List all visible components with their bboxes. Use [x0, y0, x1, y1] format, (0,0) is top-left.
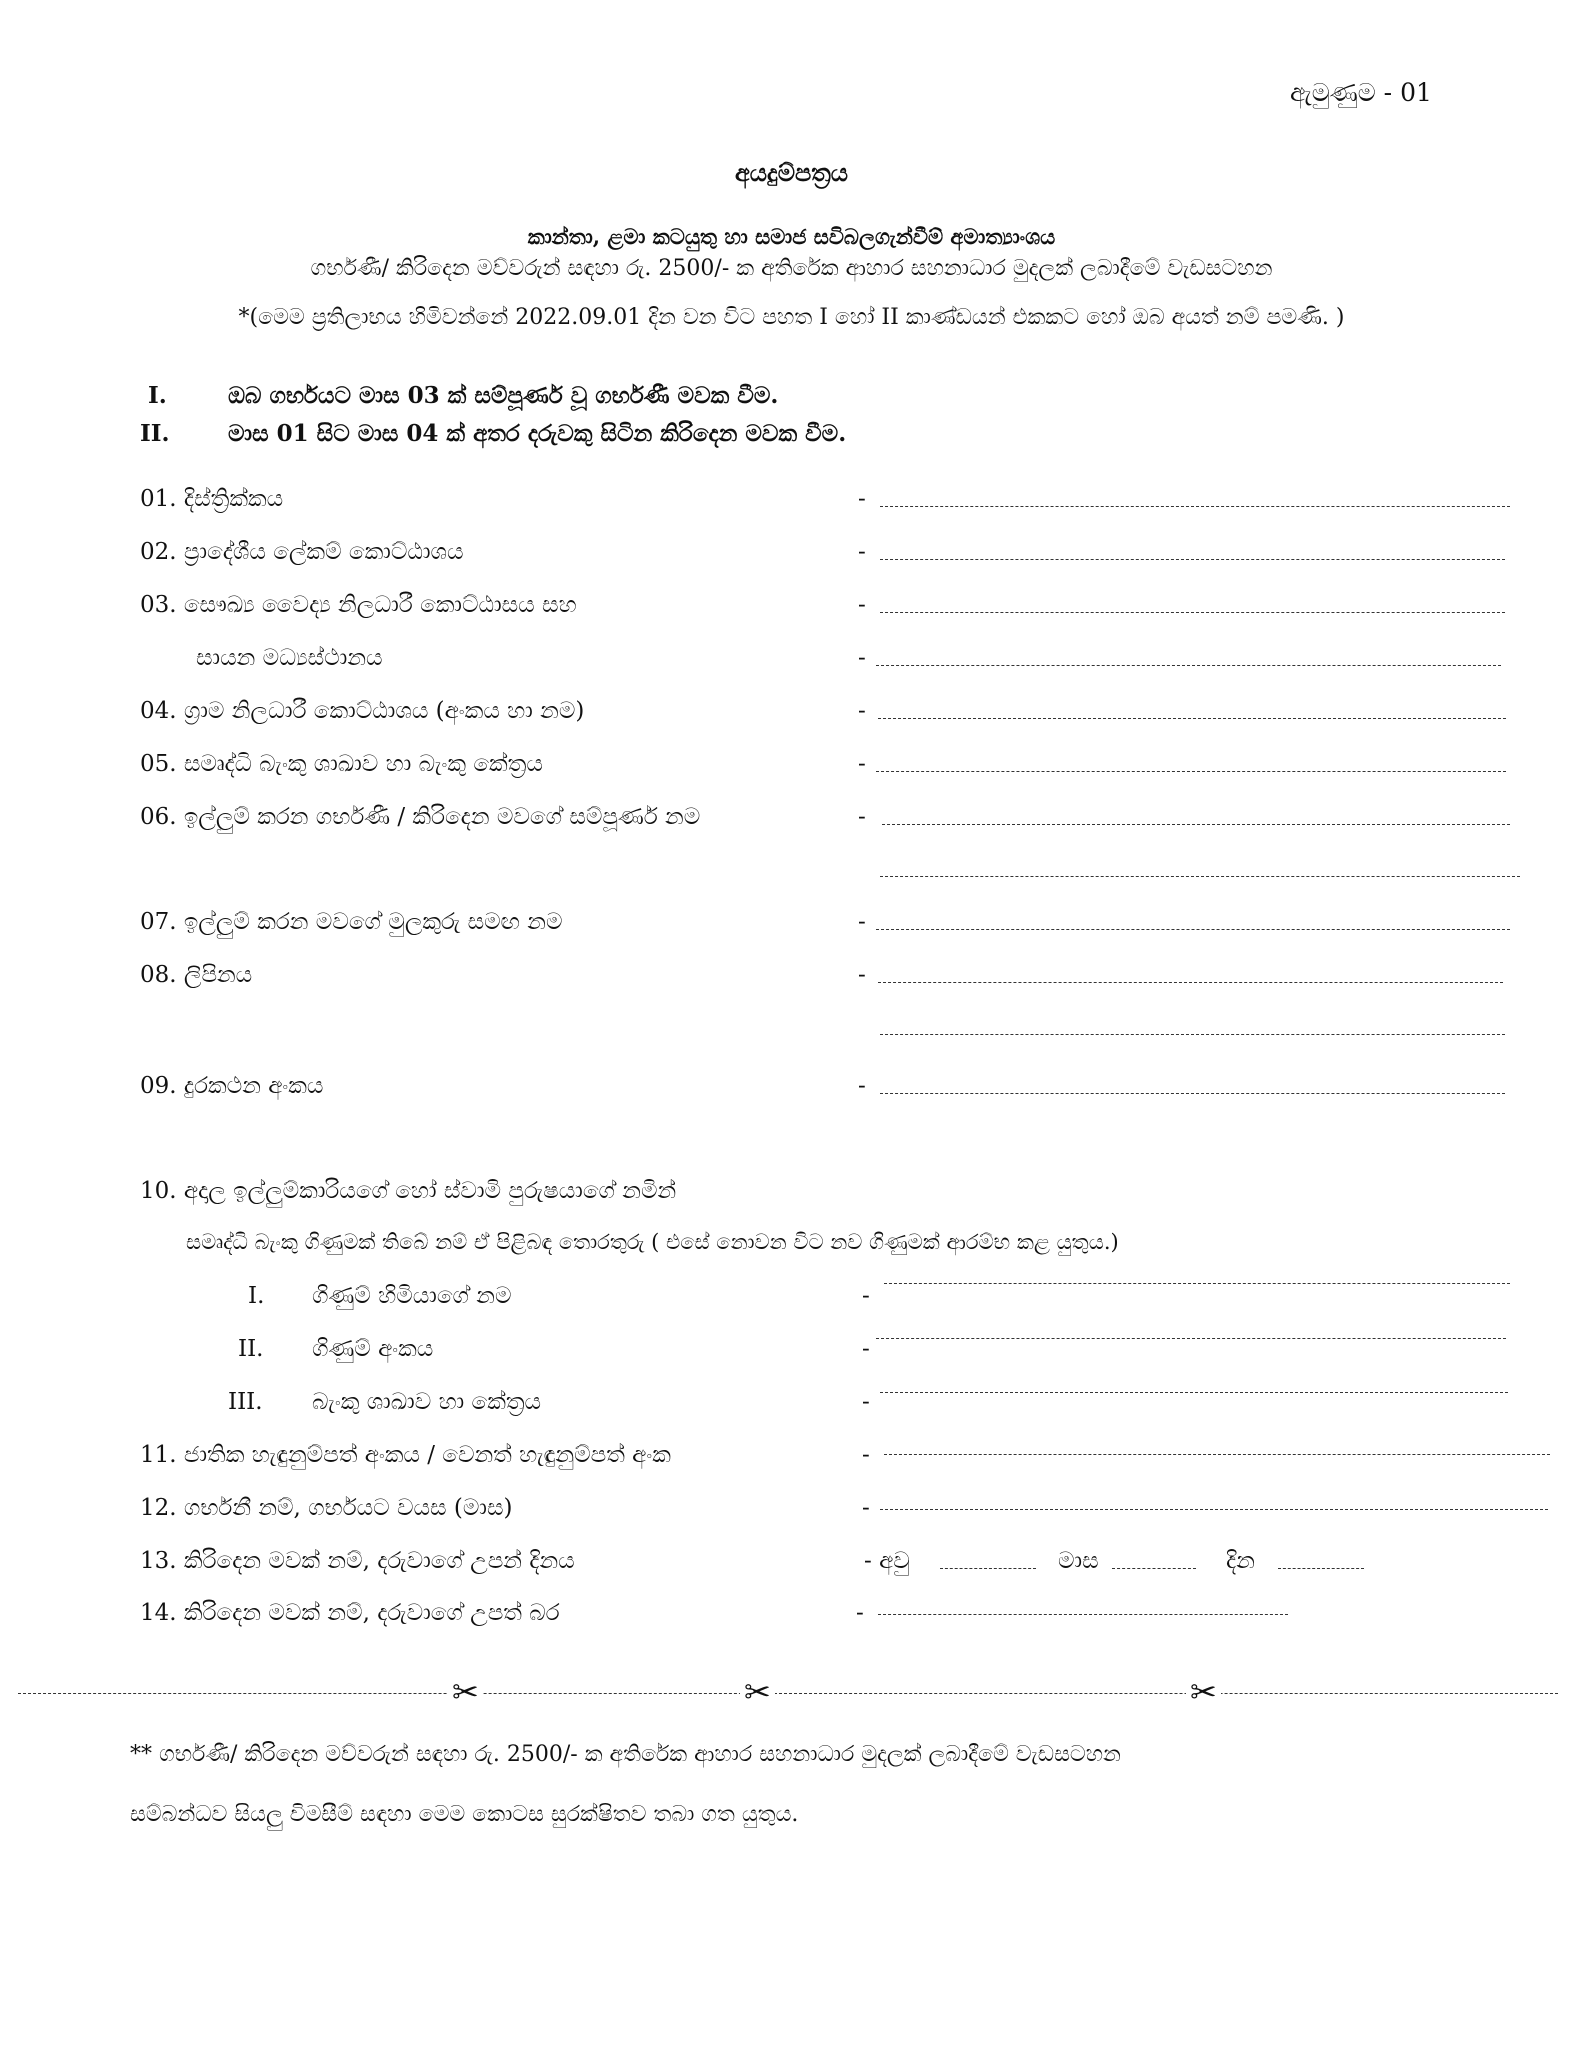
field-label-name-with-initials: 07. ඉල්ලුම් කරන මවගේ මුලකුරු සමඟ නම [140, 909, 563, 935]
nic-number-input-line[interactable] [884, 1454, 1550, 1455]
category-1 [148, 382, 1448, 412]
cut-line [18, 1693, 1558, 1694]
field-separator: - [858, 539, 866, 565]
birth-day-label: දින [1226, 1548, 1255, 1574]
field-separator: - [862, 1495, 870, 1521]
subfield-number-3: III. [228, 1389, 263, 1415]
field-separator: - [858, 1073, 866, 1099]
field-label-account-number: ගිණුම් අංකය [312, 1336, 434, 1362]
category-1-number: I. [148, 382, 167, 409]
child-birth-weight-input-line[interactable] [878, 1614, 1288, 1615]
programme-name: ගර්භණී/ කිරිදෙන මව්වරුන් සඳහා රු. 2500/- ක අතිරේක ආහාර සහනාධාර මුදලක් ලබාදීමේ වැඩසටහන [310, 256, 1273, 281]
field-label-moh-division: 03. සෞඛ්‍ය වෛද්‍ය නිලධාරී කොට්ඨාසය සහ [140, 592, 577, 618]
footer-note-line-1: ** ගර්භණී/ කිරිදෙන මව්වරුන් සඳහා රු. 2500/- ක අතිරේක ආහාර සහනාධාර මුදලක් ලබාදීමේ වැඩසටහන [130, 1742, 1121, 1767]
scissors-icon: ✂ [1186, 1674, 1221, 1710]
field-separator: - [862, 1389, 870, 1415]
birth-month-input-line[interactable] [1112, 1568, 1196, 1569]
full-name-input-line-1[interactable] [882, 824, 1510, 825]
field-separator: - [858, 645, 866, 671]
field-label-phone-number: 09. දුරකථන අංකය [140, 1073, 324, 1099]
field-label-account-holder-name: ගිණුම් හිමියාගේ නම [312, 1283, 512, 1309]
field-label-divisional-secretariat: 02. ප්‍රාදේශීය ලේකම් කොට්ඨාශය [140, 539, 464, 565]
field-label-district: 01. දිස්ත්‍රික්කය [140, 486, 284, 512]
field-separator: - [858, 592, 866, 618]
field-separator: - [858, 962, 866, 988]
divisional-secretariat-input-line[interactable] [880, 559, 1505, 560]
subfield-number-1: I. [248, 1283, 265, 1309]
field-label-samurdhi-bank-branch: 05. සමෘද්ධි බැංකු ශාඛාව හා බැංකු කේත්‍රය [140, 751, 543, 777]
field-label-child-birth-date: 13. කිරිදෙන මවක් නම්, දරුවාගේ උපන් දිනය [140, 1548, 575, 1574]
field-label-nic-number: 11. ජාතික හැඳුනුම්පත් අංකය / වෙනත් හැඳුනුම්පත් අංක [140, 1442, 671, 1468]
account-number-input-line[interactable] [876, 1338, 1506, 1339]
field-separator: - [862, 1283, 870, 1309]
field-label-bank-account-heading: 10. අදාල ඉල්ලුම්කාරියගේ හෝ ස්වාමි පුරුෂයාගේ නමින් [140, 1178, 677, 1204]
address-input-line-1[interactable] [878, 982, 1503, 983]
field-label-clinic-centre: සායන මධ්‍යස්ථානය [196, 645, 383, 671]
field-label-full-name: 06. ඉල්ලුම් කරන ගර්භණී / කිරිදෙන මවගේ සම්පූර්ණ නම [140, 804, 701, 830]
field-label-bank-account-info: සමෘද්ධි බැංකු ගිණුමක් තිබේ නම් ඒ පිළිබඳ තොරතුරු ( එසේ නොවන විට නව ගිණුමක් ආරම්භ කළ යුතුය.) [186, 1230, 1119, 1254]
pregnancy-months-input-line[interactable] [880, 1509, 1548, 1510]
bank-branch-code-input-line[interactable] [880, 1392, 1508, 1393]
phone-number-input-line[interactable] [880, 1093, 1505, 1094]
field-separator: - [862, 1336, 870, 1362]
field-separator: - [858, 909, 866, 935]
field-label-gn-division: 04. ග්‍රාම නිලධාරී කොට්ඨාශය (අංකය හා නම) [140, 698, 585, 724]
field-label-address: 08. ලිපිනය [140, 962, 253, 988]
category-1-text: ඔබ ගර්භයට මාස 03 ක් සම්පූර්ණ වූ ගර්භණී මවක වීම. [228, 382, 779, 409]
field-separator: - [858, 751, 866, 777]
form-title: අයදුම්පත්‍රය [735, 158, 848, 187]
field-label-pregnancy-months: 12. ගර්භනී නම්, ගර්භයට වයස (මාස) [140, 1495, 513, 1521]
subfield-number-2: II. [238, 1336, 264, 1362]
full-name-input-line-2[interactable] [880, 876, 1520, 877]
samurdhi-bank-branch-input-line[interactable] [876, 771, 1506, 772]
field-label-bank-branch-code: බැංකු ශාඛාව හා කේත්‍රය [312, 1389, 542, 1415]
field-label-child-birth-weight: 14. කිරිදෙන මවක් නම්, දරුවාගේ උපත් බර [140, 1600, 560, 1626]
category-2 [140, 420, 1440, 450]
address-input-line-2[interactable] [880, 1034, 1505, 1035]
field-separator: - [858, 698, 866, 724]
district-input-line[interactable] [880, 506, 1510, 507]
birth-year-input-line[interactable] [940, 1568, 1036, 1569]
birth-year-label: - අවු [864, 1548, 910, 1574]
category-2-number: II. [140, 420, 170, 447]
birth-month-label: මාස [1058, 1548, 1099, 1574]
birth-day-input-line[interactable] [1278, 1568, 1364, 1569]
name-with-initials-input-line[interactable] [876, 929, 1510, 930]
annex-number: ඇමුණුම - 01 [1290, 78, 1432, 107]
account-holder-name-input-line[interactable] [884, 1283, 1510, 1284]
scissors-icon: ✂ [448, 1674, 483, 1710]
field-separator: - [862, 1442, 870, 1468]
field-separator: - [858, 804, 866, 830]
moh-division-input-line[interactable] [880, 612, 1505, 613]
ministry-name: කාන්තා, ළමා කටයුතු හා සමාජ සවිබලගැන්වීම් අමාත්‍යාංශය [527, 224, 1056, 249]
category-2-text: මාස 01 සිට මාස 04 ක් අතර දරුවකු සිටින කිරිදෙන මවක වීම. [228, 420, 847, 447]
field-separator: - [858, 486, 866, 512]
scissors-icon: ✂ [740, 1674, 775, 1710]
eligibility-note: *(මෙම ප්‍රතිලාභය හිමිවන්නේ 2022.09.01 දින වන විට පහත I හෝ II කාණ්ඩයන් එකකට හෝ ඔබ අයත් නම් පමණි. ) [238, 305, 1345, 330]
clinic-centre-input-line[interactable] [876, 665, 1501, 666]
footer-note-line-2: සම්බන්ධව සියලු විමසීම් සඳහා මෙම කොටස සුරක්ෂිතව තබා ගත යුතුය. [130, 1802, 799, 1827]
field-separator: - [856, 1600, 864, 1626]
gn-division-input-line[interactable] [878, 718, 1506, 719]
